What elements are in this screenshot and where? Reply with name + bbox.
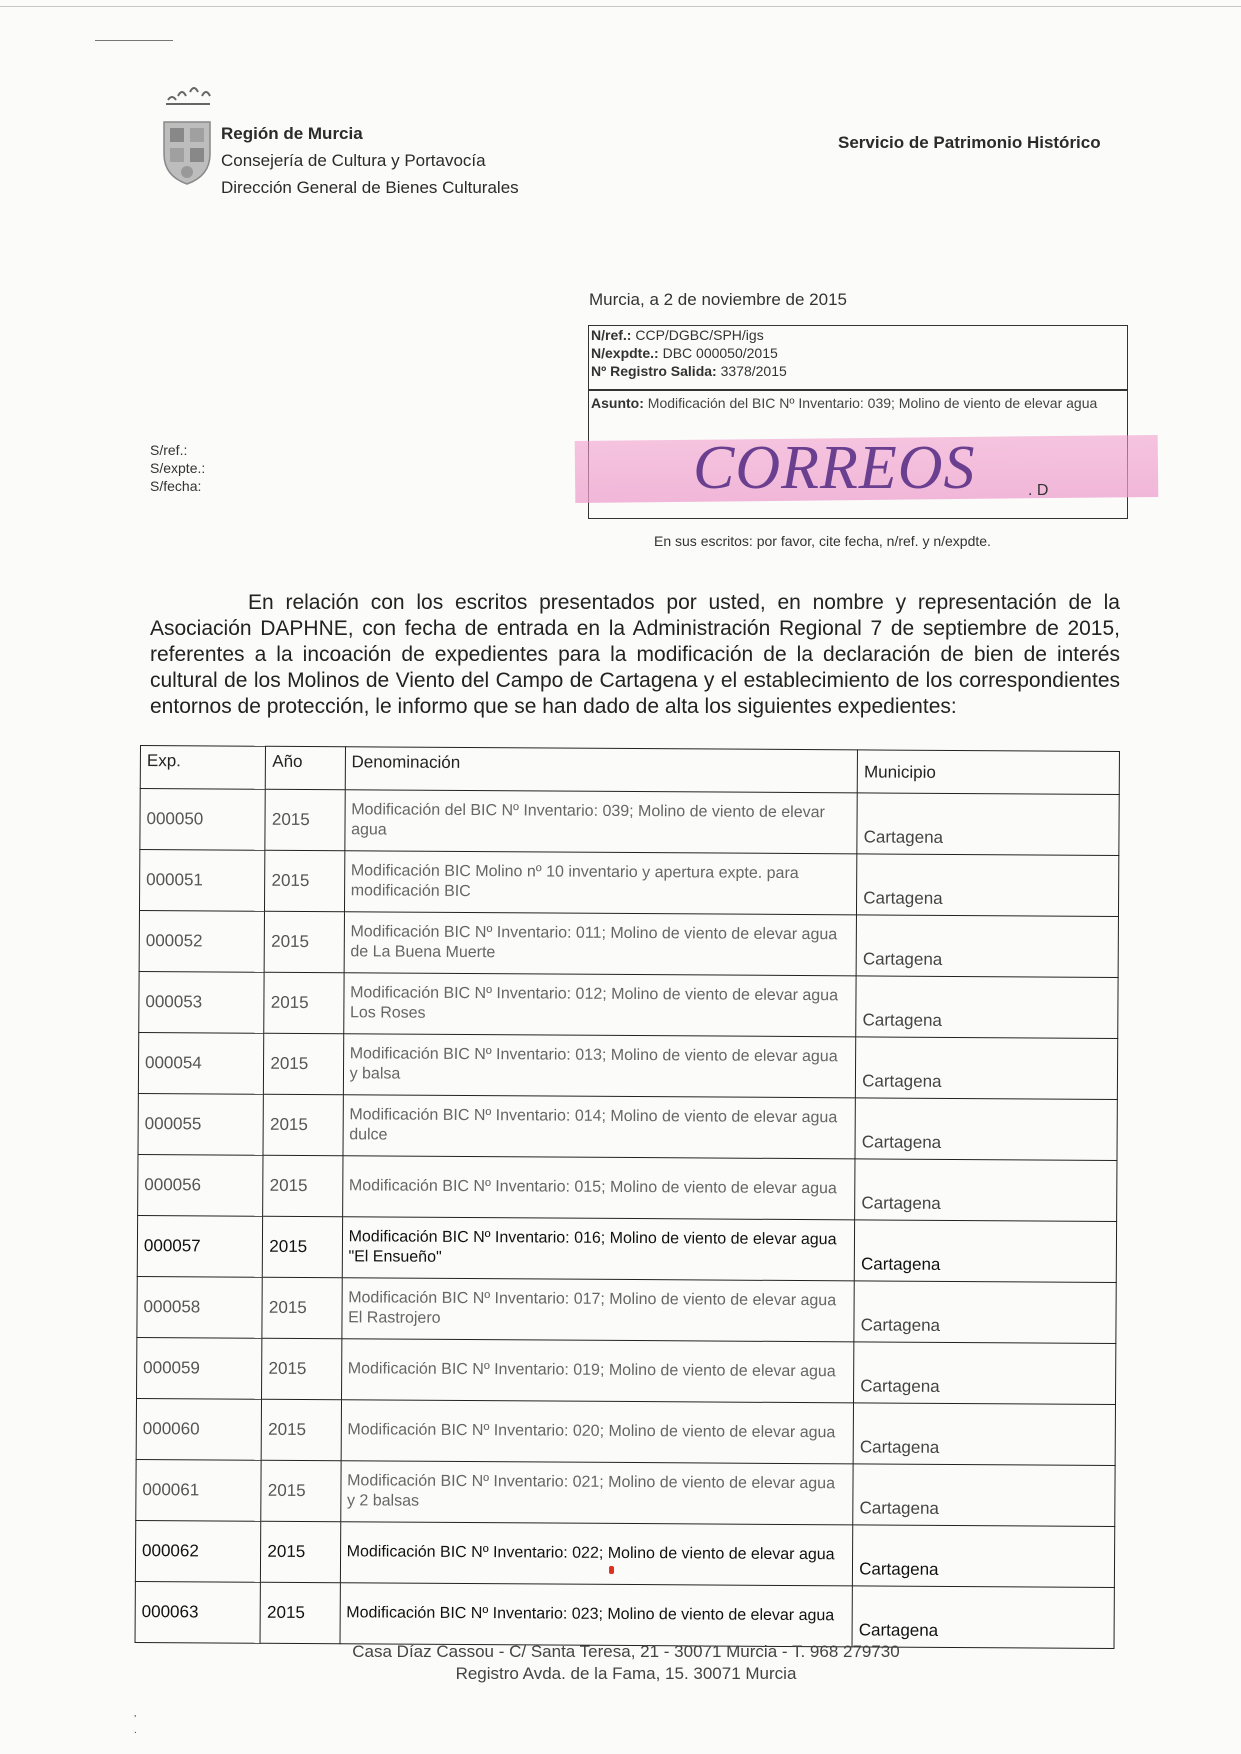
cell-name: Modificación BIC Nº Inventario: 023; Molino de viento de elevar agua [340,1583,853,1647]
cell-exp: 000054 [138,1032,264,1094]
asunto-value: Modificación del BIC Nº Inventario: 039; Molino de viento de elevar agua [647,395,1098,411]
cell-exp: 000058 [137,1276,263,1338]
cell-year: 2015 [263,1216,343,1277]
header-municipality: Municipio [857,750,1119,795]
cell-name: Modificación BIC Nº Inventario: 017; Molino de viento de elevar agua El Rastrojero [341,1278,854,1342]
cell-year: 2015 [262,1338,342,1399]
cell-municipality: Cartagena [855,1098,1117,1161]
service-name: Servicio de Patrimonio Histórico [838,133,1101,152]
nref-label: N/ref.: [591,327,632,343]
org-block [221,120,519,202]
cell-year: 2015 [265,789,345,850]
table-row [136,1398,1115,1465]
table-row [137,1215,1116,1282]
header-year: Año [266,746,345,789]
sexpte-label: S/expte.: [150,460,206,477]
table-row [135,1520,1114,1587]
cell-municipality: Cartagena [853,1403,1115,1466]
org-name: Región de Murcia [221,124,363,143]
registro-value: 3378/2015 [720,362,787,379]
header-exp: Exp. [140,746,266,790]
asunto-line [591,395,1121,413]
letter-body: En relación con los escritos presentados por usted, en nombre y representación de la Asociación DAPHNE, con fecha de entrada en la Administración Regional 7 de septiembre de 2015, referentes a la incoación de expedientes para la modificación de la declaración de bien de interés cultural de los Molinos de Viento del Campo de Cartagena y el establecimiento de los correspondientes entornos de protección, le informo que se han dado de alta los siguientes expedientes: [150,591,1120,718]
table-row [140,789,1119,856]
reference-box-bottom [589,518,1127,520]
cell-name: Modificación BIC Nº Inventario: 014; Molino de viento de elevar agua dulce [343,1095,856,1159]
cell-name: Modificación BIC Nº Inventario: 012; Molino de viento de elevar agua Los Roses [343,973,856,1037]
header-name: Denominación [345,747,858,793]
table-row [138,1154,1117,1221]
footer-line-2: Registro Avda. de la Fama, 15. 30071 Murcia [455,1664,797,1684]
nref-value: CCP/DGBC/SPH/igs [635,327,764,343]
cell-name: Modificación BIC Nº Inventario: 019; Molino de viento de elevar agua [341,1339,854,1403]
footer-line-1: Casa Díaz Cassou - C/ Santa Teresa, 21 - 30071 Murcia - T. 968 279730 [352,1642,900,1661]
table-row [136,1459,1115,1526]
correos-stamp: CORREOS [693,434,976,502]
cell-municipality: Cartagena [854,1342,1116,1405]
reference-divider [589,389,1127,391]
cell-name: Modificación BIC Nº Inventario: 020; Molino de viento de elevar agua [341,1400,854,1464]
stamp-suffix: . D [1028,482,1049,499]
cell-municipality: Cartagena [856,976,1118,1039]
cell-exp: 000052 [139,910,265,972]
table-header-row [140,746,1119,795]
cell-name: Modificación BIC Nº Inventario: 015; Molino de viento de elevar agua [342,1156,855,1220]
cell-year: 2015 [260,1582,340,1643]
cell-municipality: Cartagena [857,854,1119,917]
table-row [137,1276,1116,1343]
cell-exp: 000062 [135,1520,261,1582]
scan-edge-line [0,6,1241,7]
registro-label: Nº Registro Salida: [591,362,717,379]
cell-year: 2015 [264,972,344,1033]
cell-year: 2015 [261,1460,341,1521]
org-consejeria: Consejería de Cultura y Portavocía [221,151,486,171]
cell-year: 2015 [261,1521,341,1582]
cell-year: 2015 [263,1155,343,1216]
table-row [137,1337,1116,1404]
cell-exp: 000056 [138,1154,264,1216]
footer-address [336,1641,916,1685]
cell-name: Modificación BIC Nº Inventario: 022; Molino de viento de elevar agua [340,1522,853,1586]
cell-municipality: Cartagena [852,1586,1114,1649]
table-row [139,910,1118,977]
cell-year: 2015 [265,850,345,911]
cell-municipality: Cartagena [857,793,1119,856]
reference-lines [591,327,787,381]
cell-year: 2015 [263,1094,343,1155]
cell-name: Modificación BIC Molino nº 10 inventario y apertura expte. para modificación BIC [344,851,857,915]
cell-name: Modificación del BIC Nº Inventario: 039; Molino de viento de elevar agua [344,790,857,854]
org-direccion: Dirección General de Bienes Culturales [221,178,519,198]
scan-mark-line [95,40,173,41]
asunto-label: Asunto: [591,395,644,411]
letter-date: Murcia, a 2 de noviembre de 2015 [589,290,847,309]
cell-exp: 000050 [140,789,266,851]
cell-exp: 000051 [139,850,265,912]
cell-name: Modificación BIC Nº Inventario: 021; Molino de viento de elevar agua y 2 balsas [340,1461,853,1525]
cell-exp: 000059 [137,1337,263,1399]
cell-year: 2015 [264,911,344,972]
cell-municipality: Cartagena [853,1464,1115,1527]
cell-exp: 000053 [139,971,265,1033]
cite-note: En sus escritos: por favor, cite fecha, n/ref. y n/expdte. [654,533,991,549]
cell-municipality: Cartagena [856,915,1118,978]
cell-exp: 000060 [136,1398,262,1460]
table-row [138,1093,1117,1160]
cell-year: 2015 [262,1399,342,1460]
cell-exp: 000061 [136,1459,262,1521]
cell-name: Modificación BIC Nº Inventario: 016; Molino de viento de elevar agua "El Ensueño" [342,1217,855,1281]
cell-municipality: Cartagena [853,1525,1115,1588]
cell-exp: 000063 [135,1581,261,1643]
table-row [139,971,1118,1038]
cell-year: 2015 [262,1277,342,1338]
sender-refs [150,441,205,496]
cell-year: 2015 [264,1033,344,1094]
expedientes-table [135,745,1120,1649]
sfecha-label: S/fecha: [150,478,202,495]
nexpdte-label: N/expdte.: [591,344,659,361]
cell-municipality: Cartagena [854,1281,1116,1344]
region-crest-logo [160,78,222,198]
cell-exp: 000057 [137,1215,263,1277]
table-row [139,850,1118,917]
cell-municipality: Cartagena [856,1037,1118,1100]
cell-name: Modificación BIC Nº Inventario: 013; Molino de viento de elevar agua y balsa [343,1034,856,1098]
cell-municipality: Cartagena [854,1220,1116,1283]
scan-specks: ’ . [134,1714,137,1736]
sref-label: S/ref.: [150,442,188,458]
table-row [135,1581,1114,1648]
cell-municipality: Cartagena [855,1159,1117,1222]
cell-name: Modificación BIC Nº Inventario: 011; Molino de viento de elevar agua de La Buena Muerte [344,912,857,976]
ink-mark [609,1566,614,1574]
cell-exp: 000055 [138,1093,264,1155]
table-row [138,1032,1117,1099]
nexpdte-value: DBC 000050/2015 [662,344,778,361]
